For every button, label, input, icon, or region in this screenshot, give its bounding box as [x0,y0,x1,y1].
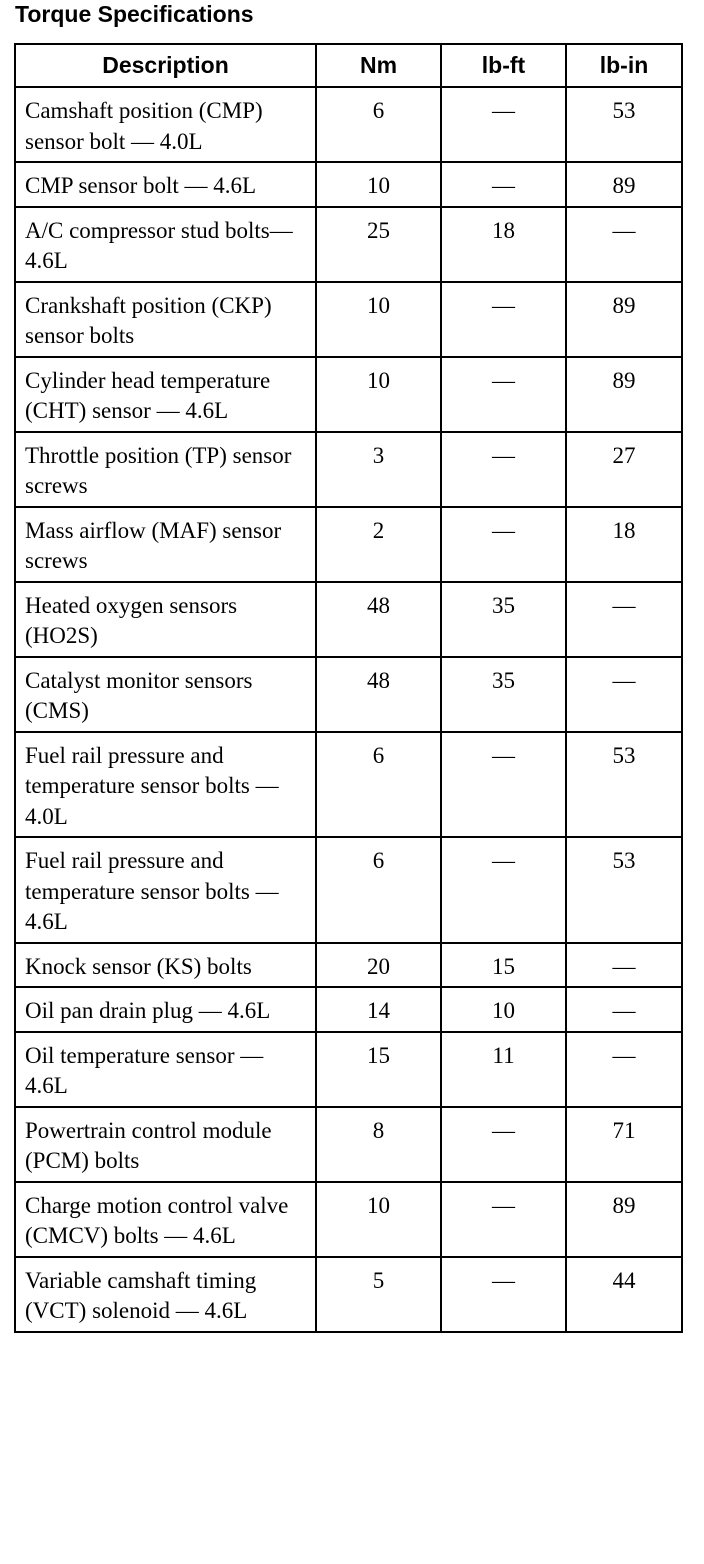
cell-lbft: — [441,507,566,582]
cell-lbft: 15 [441,943,566,988]
cell-lbin: 71 [566,1107,682,1182]
table-row [15,162,682,207]
cell-lbft: 35 [441,657,566,732]
cell-nm: 25 [316,207,441,282]
cell-nm: 6 [316,87,441,162]
cell-description: CMP sensor bolt — 4.6L [15,162,316,207]
cell-lbft: 18 [441,207,566,282]
cell-lbft: 10 [441,987,566,1032]
table-row [15,657,682,732]
cell-lbin: 53 [566,87,682,162]
cell-description: Variable camshaft timing (VCT) solenoid — 4.6L [15,1257,316,1332]
cell-lbft: — [441,732,566,838]
cell-description: Catalyst monitor sensors (CMS) [15,657,316,732]
cell-description: A/C compressor stud bolts— 4.6L [15,207,316,282]
cell-nm: 14 [316,987,441,1032]
torque-spec-table [14,43,683,1333]
cell-lbin: 89 [566,357,682,432]
cell-nm: 10 [316,357,441,432]
cell-lbft: — [441,1257,566,1332]
cell-lbft: — [441,837,566,943]
cell-description: Oil temperature sensor — 4.6L [15,1032,316,1107]
table-row [15,732,682,838]
cell-nm: 48 [316,657,441,732]
cell-description: Mass airflow (MAF) sensor screws [15,507,316,582]
table-row [15,987,682,1032]
cell-lbft: — [441,87,566,162]
cell-nm: 10 [316,162,441,207]
table-row [15,1257,682,1332]
table-row [15,507,682,582]
cell-description: Knock sensor (KS) bolts [15,943,316,988]
table-row [15,87,682,162]
cell-nm: 10 [316,1182,441,1257]
cell-description: Fuel rail pressure and temperature sensor bolts — 4.0L [15,732,316,838]
table-row [15,207,682,282]
cell-lbft: 35 [441,582,566,657]
cell-nm: 48 [316,582,441,657]
cell-lbft: — [441,1182,566,1257]
header-lbft: lb-ft [441,44,566,87]
cell-description: Camshaft position (CMP) sensor bolt — 4.0L [15,87,316,162]
cell-description: Powertrain control module (PCM) bolts [15,1107,316,1182]
cell-nm: 6 [316,837,441,943]
cell-nm: 3 [316,432,441,507]
table-row [15,357,682,432]
header-nm: Nm [316,44,441,87]
table-row [15,1032,682,1107]
cell-lbft: — [441,282,566,357]
cell-lbin: 53 [566,837,682,943]
cell-lbft: — [441,162,566,207]
cell-lbin: — [566,943,682,988]
cell-lbin: — [566,657,682,732]
cell-lbft: — [441,357,566,432]
cell-lbin: 44 [566,1257,682,1332]
cell-lbin: 53 [566,732,682,838]
table-row [15,282,682,357]
cell-lbin: 18 [566,507,682,582]
cell-nm: 5 [316,1257,441,1332]
table-row [15,943,682,988]
cell-lbin: 27 [566,432,682,507]
header-lbin: lb-in [566,44,682,87]
header-description: Description [15,44,316,87]
cell-description: Charge motion control valve (CMCV) bolts — 4.6L [15,1182,316,1257]
cell-nm: 20 [316,943,441,988]
cell-description: Crankshaft position (CKP) sensor bolts [15,282,316,357]
cell-lbin: 89 [566,282,682,357]
header-row [15,44,682,87]
table-row [15,1182,682,1257]
cell-nm: 15 [316,1032,441,1107]
table-row [15,837,682,943]
cell-lbin: — [566,1032,682,1107]
cell-nm: 2 [316,507,441,582]
table-row [15,582,682,657]
cell-description: Fuel rail pressure and temperature sensor bolts — 4.6L [15,837,316,943]
cell-nm: 10 [316,282,441,357]
table-row [15,1107,682,1182]
table-row [15,432,682,507]
cell-description: Cylinder head temperature (CHT) sensor — 4.6L [15,357,316,432]
cell-description: Heated oxygen sensors (HO2S) [15,582,316,657]
cell-nm: 8 [316,1107,441,1182]
cell-lbin: — [566,207,682,282]
cell-nm: 6 [316,732,441,838]
cell-description: Oil pan drain plug — 4.6L [15,987,316,1032]
cell-description: Throttle position (TP) sensor screws [15,432,316,507]
cell-lbin: — [566,987,682,1032]
cell-lbin: 89 [566,1182,682,1257]
cell-lbft: — [441,432,566,507]
cell-lbin: — [566,582,682,657]
page-title: Torque Specifications [15,1,254,27]
cell-lbft: — [441,1107,566,1182]
cell-lbft: 11 [441,1032,566,1107]
cell-lbin: 89 [566,162,682,207]
